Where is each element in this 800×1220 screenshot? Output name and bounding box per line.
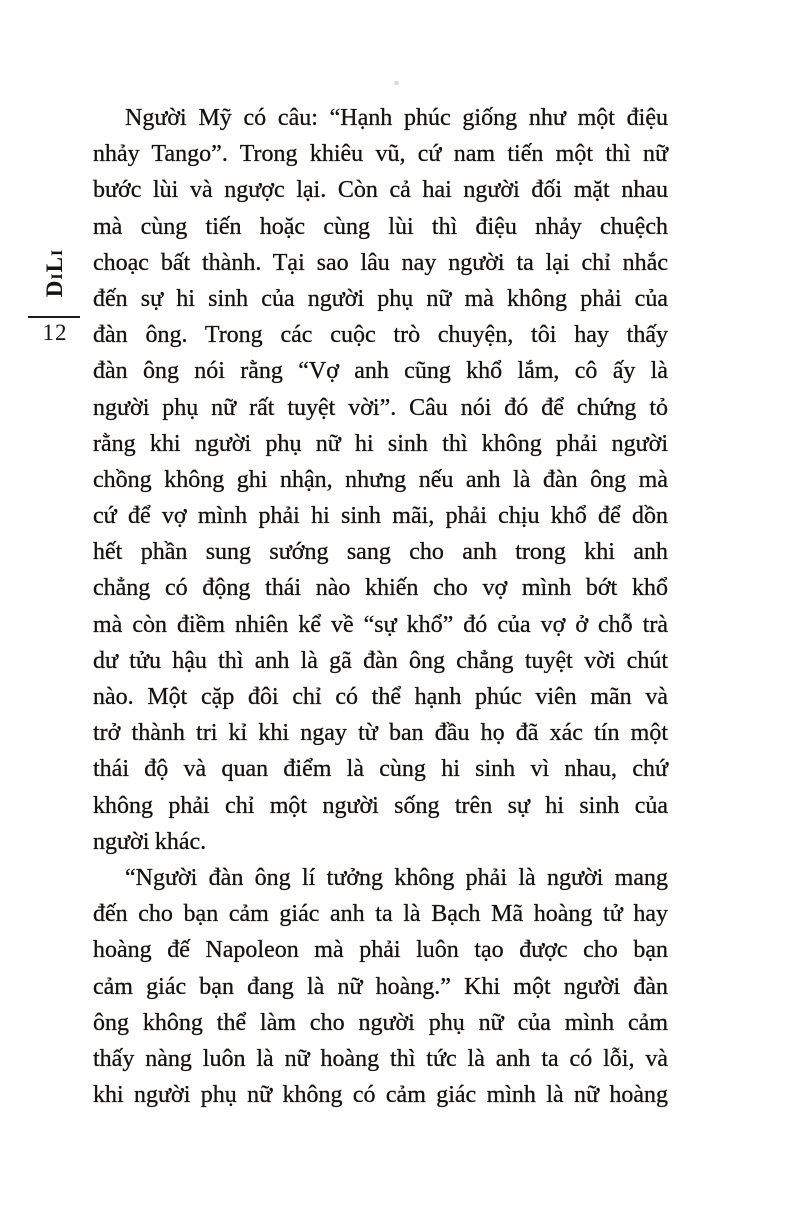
text-line: đến cho bạn cảm giác anh ta là Bạch Mã hoàng tử hay: [93, 901, 668, 928]
text-line: cứ để vợ mình phải hi sinh mãi, phải chịu khổ để dồn: [93, 503, 668, 530]
text-line: thấy nàng luôn là nữ hoàng thì tức là anh ta có lỗi, và: [93, 1045, 668, 1072]
text-line: hoàng đế Napoleon mà phải luôn tạo được cho bạn: [93, 937, 668, 964]
text-line: đến sự hi sinh của người phụ nữ mà không phải của: [93, 285, 668, 312]
text-line: chồng không ghi nhận, nhưng nếu anh là đàn ông mà: [93, 466, 668, 493]
text-line: ông không thể làm cho người phụ nữ của mình cảm: [93, 1009, 668, 1036]
text-line: người khác.: [93, 828, 207, 855]
text-line: nhảy Tango”. Trong khiêu vũ, cứ nam tiến một thì nữ: [93, 141, 668, 168]
text-line: choạc bất thành. Tại sao lâu nay người ta lại chỉ nhắc: [93, 249, 668, 276]
text-line: hết phần sung sướng sang cho anh trong khi anh: [93, 539, 668, 566]
text-line: dư tửu hậu thì anh là gã đàn ông chẳng tuyệt vời chút: [93, 647, 668, 674]
author-name: DiLi: [42, 248, 67, 298]
text-line: người phụ nữ rất tuyệt vời”. Câu nói đó để chứng tỏ: [93, 394, 668, 421]
text-line: chẳng có động thái nào khiến cho vợ mình bớt khổ: [93, 575, 668, 602]
text-line: rằng khi người phụ nữ hi sinh thì không phải người: [93, 430, 668, 457]
text-line: nào. Một cặp đôi chỉ có thể hạnh phúc viên mãn và: [93, 684, 668, 710]
text-line: thái độ và quan điểm là cùng hi sinh vì nhau, chứ: [93, 756, 668, 783]
text-line: cảm giác bạn đang là nữ hoàng.” Khi một người đàn: [93, 973, 668, 1000]
paragraph: [93, 860, 668, 1113]
text-line: trở thành tri kỉ khi ngay từ ban đầu họ đã xác tín một: [93, 720, 668, 747]
text-line: khi người phụ nữ không có cảm giác mình là nữ hoàng: [93, 1082, 668, 1109]
text-line: mà cùng tiến hoặc cùng lùi thì điệu nhảy chuệch: [93, 213, 668, 240]
text-line: đàn ông nói rằng “Vợ anh cũng khổ lắm, cô ấy là: [93, 358, 668, 385]
text-line: “Người đàn ông lí tưởng không phải là người mang: [125, 864, 668, 891]
page-number-divider: [28, 316, 80, 318]
text-line: không phải chỉ một người sống trên sự hi sinh của: [93, 792, 668, 819]
text-line: bước lùi và ngược lại. Còn cả hai người đối mặt nhau: [93, 177, 668, 204]
text-line: mà còn điềm nhiên kể về “sự khổ” đó của vợ ở chỗ trà: [93, 611, 668, 638]
scan-artifact-dot: [394, 81, 399, 85]
paragraph: [93, 100, 668, 860]
page-number: 12: [42, 320, 68, 345]
body-text: [93, 100, 668, 1113]
text-line: Người Mỹ có câu: “Hạnh phúc giống như một điệu: [125, 105, 668, 131]
text-line: đàn ông. Trong các cuộc trò chuyện, tôi hay thấy: [93, 322, 668, 349]
